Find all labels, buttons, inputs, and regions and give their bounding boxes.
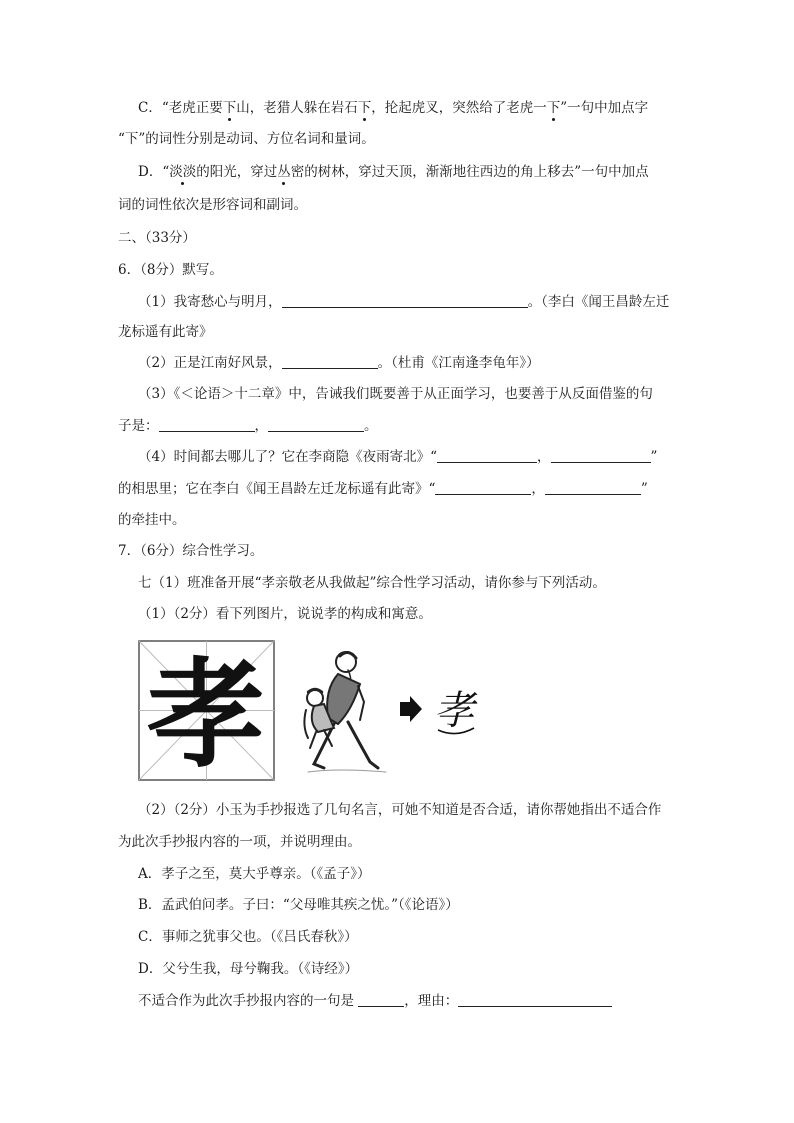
q7-option-b: B．孟武伯问孝。子曰：“父母唯其疾之忧。”（《论语》） — [138, 897, 459, 913]
q6-item2: （2）正是江南好风景， 。（杜甫《江南逢李龟年》） — [138, 355, 540, 371]
option-c-line1: C．“老虎正要下山，老猎人躲在岩石下，抡起虎叉，突然给了老虎一下”一句中加点字 — [138, 100, 649, 116]
q6-item3-line2: 子是： ， 。 — [118, 418, 378, 434]
answer-blank[interactable] — [159, 417, 255, 432]
ancient-character: 孝 — [434, 688, 474, 734]
q6-item3-line1: （3）《＜论语＞十二章》中，告诫我们既要善于从正面学习，也要善于从反面借鉴的句 — [138, 386, 653, 402]
dotted-char: 下 — [546, 100, 561, 116]
answer-blank[interactable] — [268, 417, 364, 432]
calligraphy-character: 孝 — [146, 645, 266, 782]
option-c-line2: “下”的词性分别是动词、方位名词和量词。 — [118, 131, 375, 147]
answer-blank[interactable] — [437, 448, 537, 463]
answer-blank[interactable] — [282, 293, 528, 308]
q7-answer-line: 不适合作为此次手抄报内容的一句是 ，理由： — [138, 991, 612, 1011]
dotted-char: 下 — [222, 100, 237, 116]
answer-blank[interactable] — [358, 992, 404, 1007]
q7-sub1: （1）（2分）看下列图片，说说孝的构成和寓意。 — [138, 606, 432, 622]
q6-item4-line3: 的牵挂中。 — [118, 512, 186, 528]
q6-item1: （1）我寄愁心与明月， 。（李白《闻王昌龄左迁 — [138, 294, 670, 310]
reason-blank[interactable] — [458, 992, 612, 1007]
elder-carrying-child-illustration — [304, 652, 386, 772]
answer-blank[interactable] — [435, 480, 531, 495]
dotted-char: 淡淡 — [169, 164, 197, 180]
q7-option-c: C．事师之犹事父也。（《吕氏春秋》） — [138, 929, 358, 945]
q7-intro: 七（1）班准备开展“孝亲敬老从我做起”综合性学习活动，请你参与下列活动。 — [138, 575, 606, 591]
option-d-line1: D．“淡淡的阳光，穿过丛密的树林，穿过天顶，渐渐地往西边的角上移去”一句中加点 — [138, 164, 649, 180]
answer-blank[interactable] — [282, 354, 378, 369]
q6-item1-line2: 龙标遥有此寄》 — [118, 324, 213, 340]
arrow-right-icon — [400, 696, 422, 722]
q7-sub2-line2: 为此次手抄报内容的一项，并说明理由。 — [118, 834, 361, 850]
answer-blank[interactable] — [545, 480, 641, 495]
answer-blank[interactable] — [551, 448, 651, 463]
q7-option-a: A．孝子之至，莫大乎尊亲。（《孟子》） — [138, 866, 371, 882]
question-6-title: 6．（8分）默写。 — [118, 262, 223, 278]
xiao-character-figure — [138, 640, 483, 782]
q6-item4-line1: （4）时间都去哪儿了？它在李商隐《夜雨寄北》“ ， ” — [138, 449, 658, 465]
question-7-title: 7．（6分）综合性学习。 — [118, 543, 264, 559]
dotted-char: 丛 — [277, 164, 291, 180]
figure-svg — [138, 640, 483, 782]
q7-option-d: D．父兮生我，母兮鞠我。（《诗经》） — [138, 961, 359, 977]
dotted-char: 下 — [357, 100, 372, 116]
q6-item4-line2: 的相思里；它在李白《闻王昌龄左迁龙标遥有此寄》“ ， ” — [118, 481, 648, 497]
ancient-script-character — [434, 688, 478, 734]
option-d-line2: 词的词性依次是形容词和副词。 — [118, 197, 307, 213]
section-heading: 二、（33分） — [118, 230, 196, 246]
q7-sub2-line1: （2）（2分）小玉为手抄报选了几句名言，可她不知道是否合适，请你帮她指出不适合作 — [138, 802, 662, 818]
